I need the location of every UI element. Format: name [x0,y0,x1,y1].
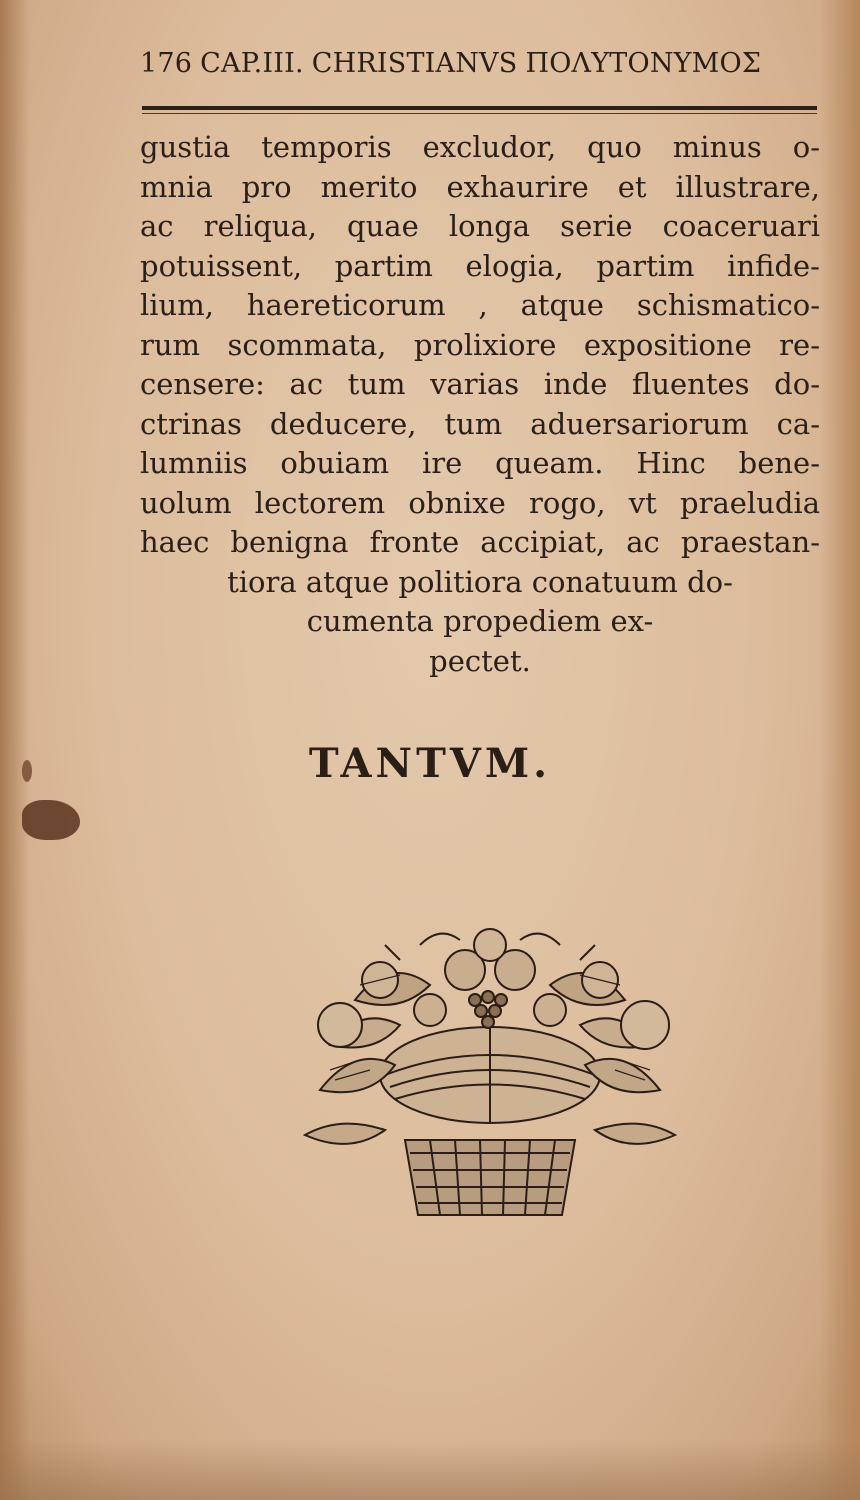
running-title: CHRISTIANVS [311,48,518,79]
fruit-basket-vignette [300,925,680,1225]
running-header [140,48,830,79]
chapter-label: CAP.III. [200,48,304,79]
text-line: ac reliqua, quae longa serie coaceruari [140,209,820,243]
text-line: mnia pro merito exhaurire et illustrare, [140,169,820,204]
text-line: haec benigna fronte accipiat, ac praestan- [140,525,820,559]
text-line: ctrinas deducere, tum aduersariorum ca- [140,406,820,441]
header-rule-thin [142,113,817,114]
text-line: censere: ac tum varias inde fluentes do- [140,367,820,401]
text-line: lium, haereticorum , atque schismatico- [140,288,820,322]
text-line: pectet. [429,643,531,678]
page-number: 176 [140,48,193,79]
text-line: lumniis obuiam ire queam. Hinc bene- [140,446,820,480]
text-line: potuissent, partim elogia, partim infide- [140,248,820,283]
header-rule [142,106,817,110]
page-edge-stain-bottom [0,1440,860,1500]
ink-blot [22,800,80,840]
text-line: cumenta propediem ex- [306,604,654,638]
text-line: rum scommata, prolixiore expositione re- [140,327,820,362]
body-text [140,128,820,681]
greek-title: ΠΟΛΥΤΟΝΥΜΟΣ [525,48,762,79]
text-line: tiora atque politiora conatuum do- [227,564,733,599]
closing-word: TANTVM. [308,740,552,787]
text-line: gustia temporis excludor, quo minus o- [140,130,820,164]
text-line: uolum lectorem obnixe rogo, vt praeludia [140,485,820,520]
